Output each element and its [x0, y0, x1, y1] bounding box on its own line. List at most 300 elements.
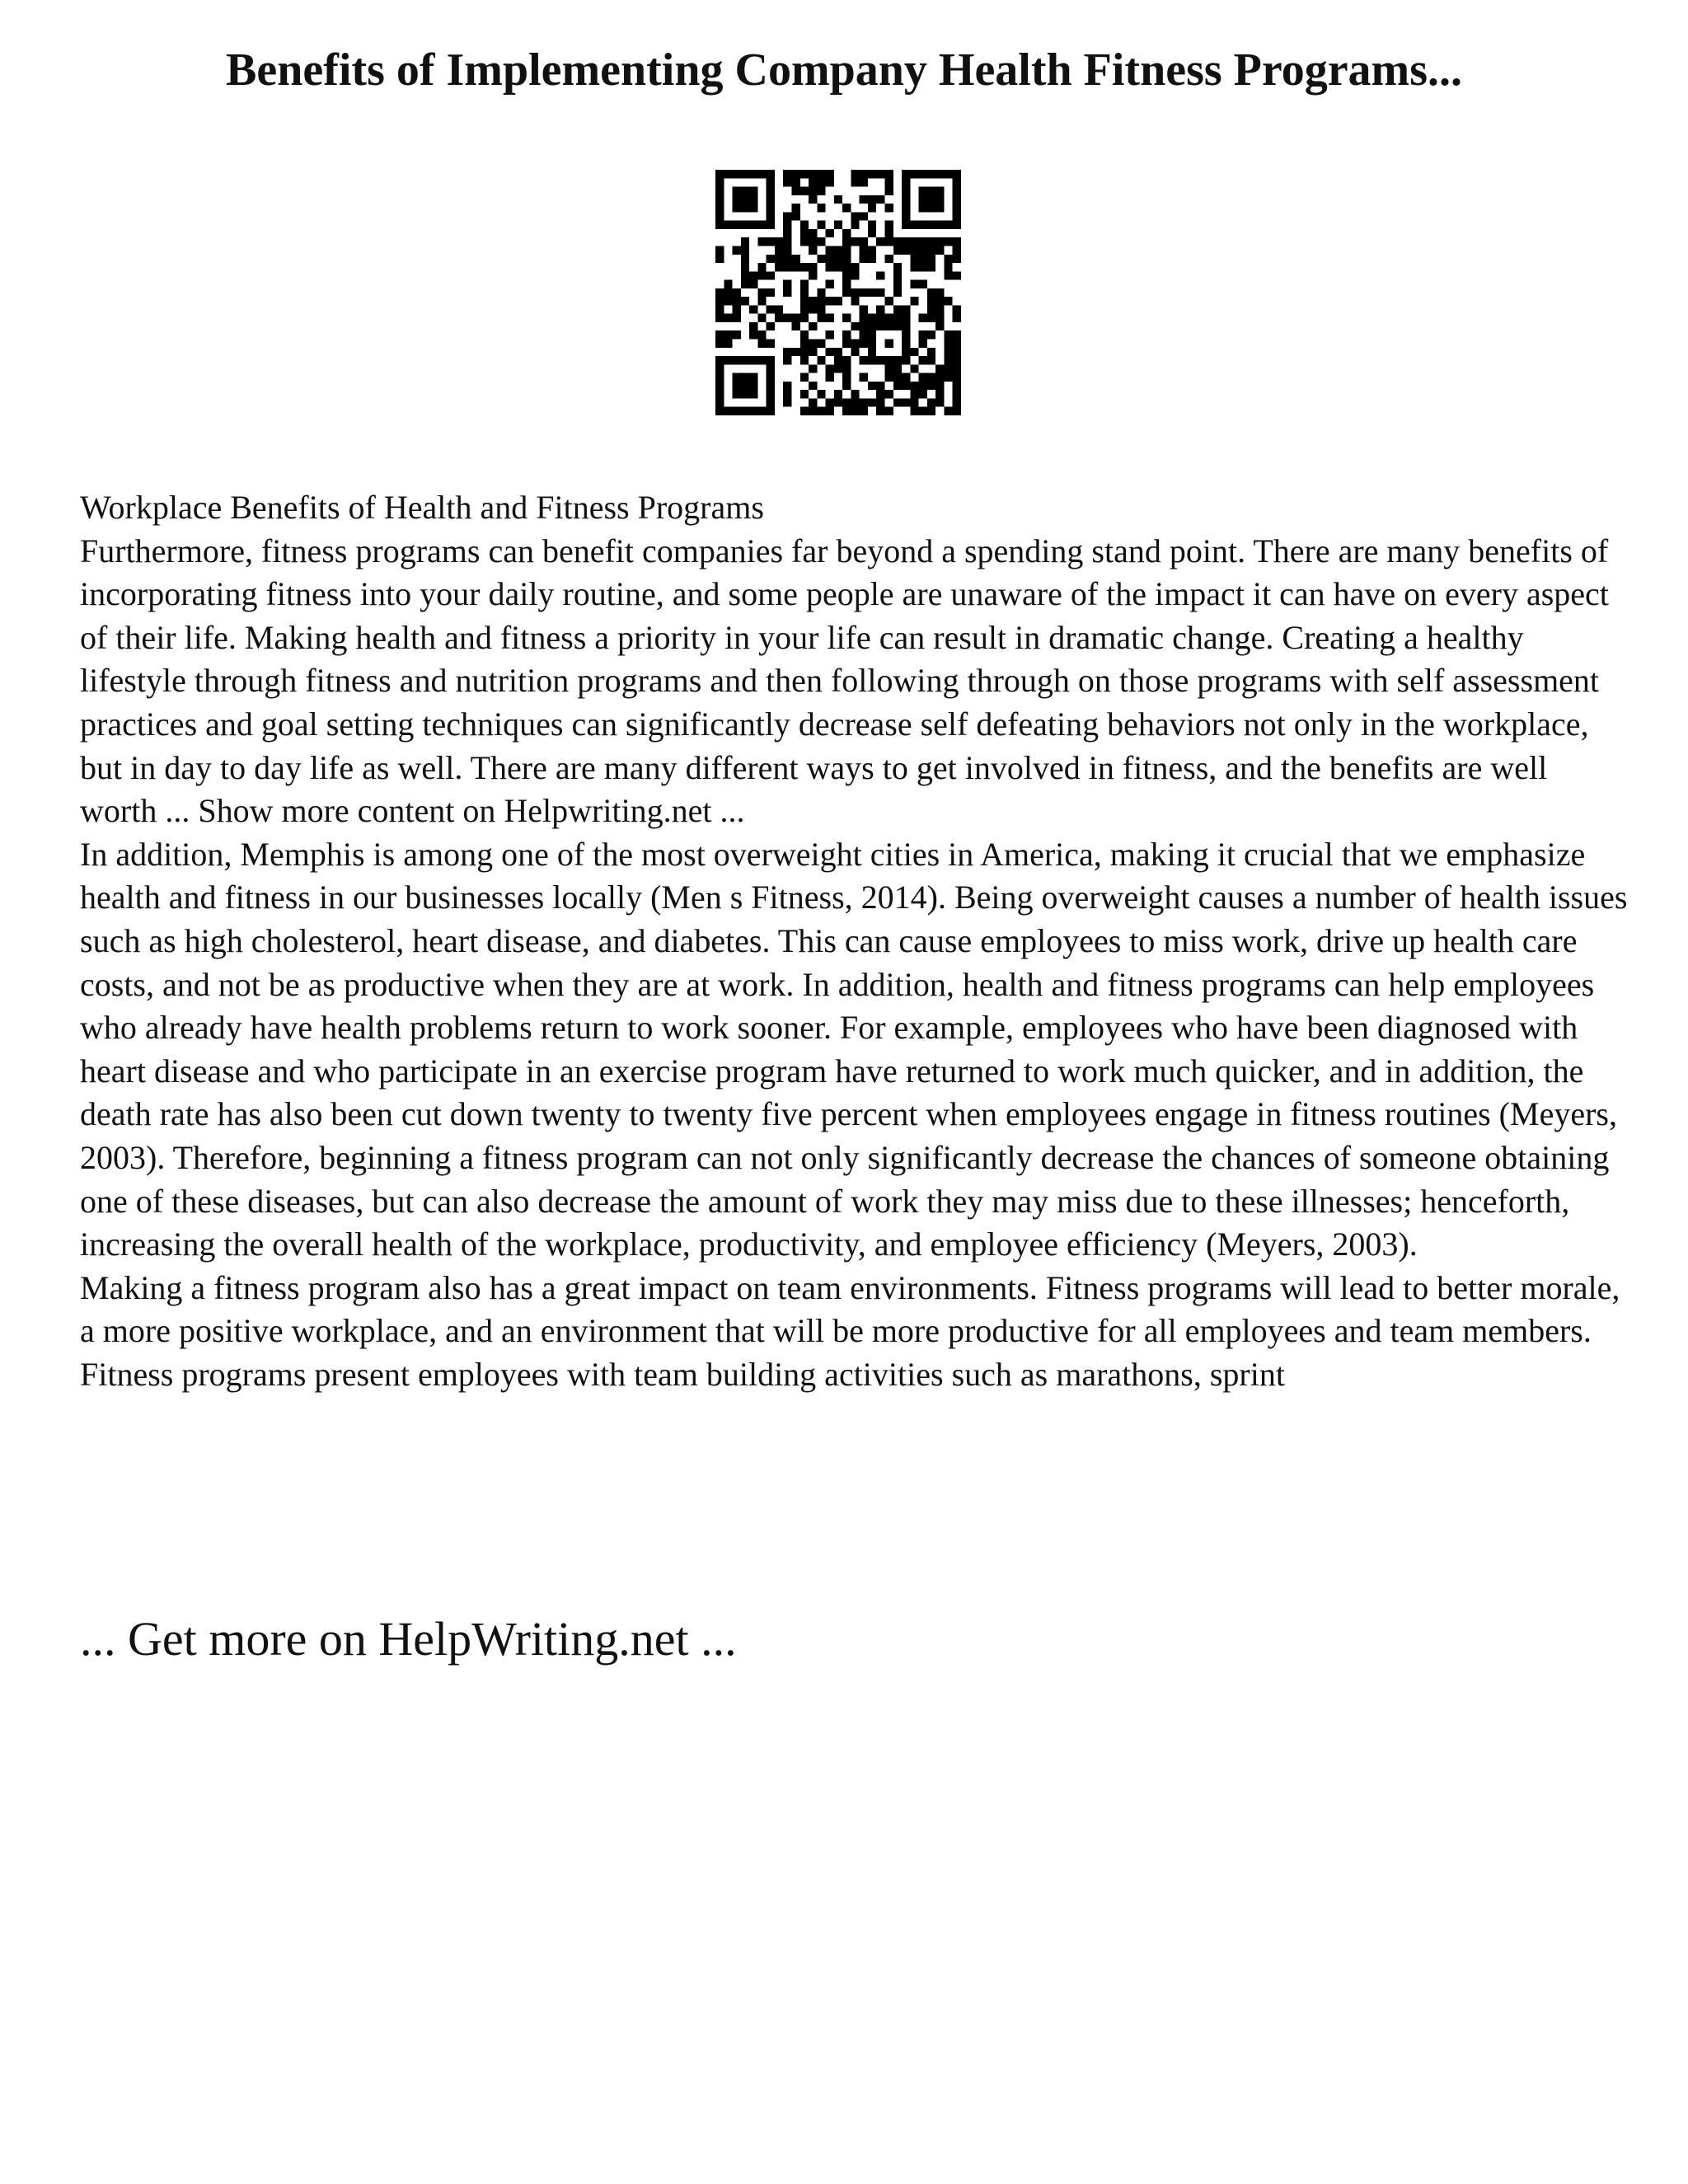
qr-module — [724, 288, 732, 297]
qr-module — [868, 221, 876, 229]
qr-module — [826, 314, 834, 322]
qr-module — [902, 398, 910, 406]
qr-module — [775, 305, 783, 313]
qr-module — [860, 373, 868, 382]
qr-module — [876, 195, 884, 204]
qr-module — [919, 356, 927, 364]
qr-module — [791, 322, 799, 330]
qr-module — [953, 255, 961, 263]
qr-module — [919, 170, 927, 178]
qr-module — [783, 263, 791, 271]
qr-module — [817, 340, 825, 348]
qr-module — [791, 263, 799, 271]
qr-module — [791, 170, 799, 178]
qr-module — [910, 263, 918, 271]
document-title: Benefits of Implementing Company Health Fitness Programs... — [226, 45, 1462, 96]
qr-module — [953, 170, 961, 178]
qr-module — [834, 356, 842, 364]
qr-module — [817, 170, 825, 178]
qr-module — [733, 170, 741, 178]
qr-module — [851, 398, 859, 406]
qr-module — [893, 314, 902, 322]
qr-module — [800, 280, 809, 288]
qr-module — [851, 178, 859, 186]
qr-module — [927, 170, 935, 178]
qr-module — [809, 195, 817, 204]
qr-module — [927, 288, 935, 297]
qr-module — [741, 255, 749, 263]
qr-module — [783, 348, 791, 356]
qr-module — [935, 187, 944, 195]
qr-module — [809, 187, 817, 195]
qr-module — [910, 246, 918, 254]
qr-module — [749, 305, 757, 313]
qr-module — [919, 330, 927, 339]
qr-module — [809, 178, 817, 186]
qr-module — [800, 237, 809, 246]
qr-module — [834, 390, 842, 398]
qr-module — [935, 382, 944, 390]
qr-module — [733, 356, 741, 364]
qr-module — [817, 178, 825, 186]
document-body — [80, 486, 1629, 1396]
qr-module — [783, 237, 791, 246]
qr-module — [826, 255, 834, 263]
qr-module — [893, 271, 902, 279]
qr-module — [885, 364, 893, 373]
qr-module — [902, 195, 910, 204]
qr-module — [860, 305, 868, 313]
qr-module — [741, 297, 749, 305]
qr-module — [868, 340, 876, 348]
qr-module — [733, 407, 741, 415]
qr-module — [800, 348, 809, 356]
qr-module — [868, 322, 876, 330]
qr-module — [791, 178, 799, 186]
qr-module — [876, 170, 884, 178]
qr-module — [800, 314, 809, 322]
qr-module — [834, 398, 842, 406]
qr-module — [935, 237, 944, 246]
qr-module — [800, 263, 809, 271]
qr-module — [741, 390, 749, 398]
qr-module — [935, 246, 944, 254]
qr-module — [910, 390, 918, 398]
qr-module — [919, 221, 927, 229]
qr-module — [733, 195, 741, 204]
qr-module — [876, 390, 884, 398]
qr-module — [935, 314, 944, 322]
qr-module — [817, 314, 825, 322]
qr-module — [724, 340, 732, 348]
qr-module — [826, 297, 834, 305]
qr-module — [842, 255, 851, 263]
qr-module — [809, 340, 817, 348]
qr-module — [817, 407, 825, 415]
qr-module — [791, 204, 799, 212]
qr-module — [944, 364, 952, 373]
qr-module — [842, 204, 851, 212]
qr-module — [842, 364, 851, 373]
qr-module — [757, 263, 766, 271]
qr-module — [876, 407, 884, 415]
qr-module — [724, 330, 732, 339]
qr-module — [910, 382, 918, 390]
qr-module — [817, 305, 825, 313]
qr-module — [791, 212, 799, 220]
qr-module — [919, 340, 927, 348]
qr-module — [910, 297, 918, 305]
qr-module — [885, 255, 893, 263]
qr-module — [715, 305, 724, 313]
qr-module — [834, 263, 842, 271]
qr-module — [919, 204, 927, 212]
qr-module — [860, 340, 868, 348]
qr-module — [953, 398, 961, 406]
qr-module — [876, 237, 884, 246]
qr-module — [885, 229, 893, 237]
qr-module — [885, 237, 893, 246]
qr-module — [868, 330, 876, 339]
qr-module — [868, 382, 876, 390]
qr-module — [851, 348, 859, 356]
qr-module — [927, 263, 935, 271]
qr-module — [885, 297, 893, 305]
qr-module — [817, 390, 825, 398]
qr-module — [876, 271, 884, 279]
qr-module — [885, 204, 893, 212]
qr-module — [767, 170, 775, 178]
qr-module — [910, 398, 918, 406]
qr-module — [826, 280, 834, 288]
qr-module — [842, 330, 851, 339]
qr-module — [834, 195, 842, 204]
qr-module — [817, 288, 825, 297]
qr-module — [749, 221, 757, 229]
qr-module — [860, 170, 868, 178]
qr-module — [944, 340, 952, 348]
qr-module — [944, 373, 952, 382]
qr-module — [715, 246, 724, 254]
qr-module — [826, 263, 834, 271]
qr-module — [935, 398, 944, 406]
qr-module — [715, 297, 724, 305]
qr-module — [826, 246, 834, 254]
qr-module — [767, 373, 775, 382]
qr-module — [767, 364, 775, 373]
qr-module — [927, 237, 935, 246]
qr-module — [741, 237, 749, 246]
qr-module — [775, 263, 783, 271]
qr-module — [876, 356, 884, 364]
qr-module — [715, 288, 724, 297]
qr-module — [953, 348, 961, 356]
qr-module — [860, 407, 868, 415]
qr-module — [927, 348, 935, 356]
qr-module — [809, 364, 817, 373]
qr-module — [851, 237, 859, 246]
qr-module — [902, 221, 910, 229]
qr-module — [783, 314, 791, 322]
qr-code-icon — [715, 170, 961, 415]
qr-module — [927, 314, 935, 322]
qr-module — [809, 246, 817, 254]
qr-module — [809, 170, 817, 178]
qr-module — [842, 373, 851, 382]
qr-module — [767, 195, 775, 204]
qr-module — [783, 288, 791, 297]
qr-module — [953, 195, 961, 204]
qr-module — [842, 237, 851, 246]
qr-module — [910, 255, 918, 263]
qr-module — [944, 170, 952, 178]
qr-module — [893, 246, 902, 254]
qr-module — [733, 314, 741, 322]
qr-module — [919, 263, 927, 271]
qr-module — [809, 229, 817, 237]
qr-module — [893, 322, 902, 330]
qr-module — [757, 330, 766, 339]
qr-module — [953, 390, 961, 398]
qr-module — [902, 204, 910, 212]
qr-module — [953, 340, 961, 348]
qr-module — [860, 212, 868, 220]
qr-module — [860, 330, 868, 339]
qr-module — [834, 255, 842, 263]
qr-module — [757, 314, 766, 322]
qr-module — [733, 305, 741, 313]
qr-module — [885, 356, 893, 364]
qr-module — [715, 204, 724, 212]
qr-module — [767, 288, 775, 297]
qr-module — [783, 382, 791, 390]
qr-module — [733, 221, 741, 229]
qr-module — [715, 195, 724, 204]
qr-module — [800, 390, 809, 398]
qr-module — [902, 373, 910, 382]
qr-module — [809, 398, 817, 406]
qr-module — [893, 398, 902, 406]
qr-module — [817, 237, 825, 246]
qr-module — [809, 297, 817, 305]
qr-module — [893, 288, 902, 297]
qr-module — [800, 288, 809, 297]
qr-module — [927, 195, 935, 204]
qr-module — [902, 246, 910, 254]
qr-module — [860, 195, 868, 204]
qr-module — [851, 221, 859, 229]
qr-module — [775, 246, 783, 254]
qr-module — [834, 297, 842, 305]
qr-module — [893, 356, 902, 364]
qr-module — [826, 407, 834, 415]
qr-module — [953, 373, 961, 382]
qr-module — [902, 330, 910, 339]
qr-module — [733, 373, 741, 382]
qr-module — [902, 212, 910, 220]
qr-module — [860, 237, 868, 246]
qr-module — [953, 221, 961, 229]
qr-module — [851, 263, 859, 271]
qr-module — [868, 246, 876, 254]
qr-module — [902, 322, 910, 330]
qr-module — [927, 297, 935, 305]
qr-module — [767, 271, 775, 279]
qr-module — [783, 246, 791, 254]
qr-module — [919, 373, 927, 382]
qr-module — [944, 407, 952, 415]
qr-module — [791, 255, 799, 263]
qr-module — [749, 195, 757, 204]
qr-module — [944, 330, 952, 339]
qr-module — [902, 305, 910, 313]
qr-module — [927, 221, 935, 229]
qr-module — [851, 340, 859, 348]
qr-module — [741, 263, 749, 271]
qr-module — [741, 187, 749, 195]
qr-module — [733, 390, 741, 398]
qr-module — [944, 221, 952, 229]
qr-module — [953, 178, 961, 186]
qr-module — [800, 356, 809, 364]
qr-module — [902, 187, 910, 195]
qr-module — [817, 204, 825, 212]
qr-module — [919, 280, 927, 288]
qr-module — [910, 170, 918, 178]
qr-module — [749, 322, 757, 330]
qr-module — [953, 271, 961, 279]
qr-module — [876, 305, 884, 313]
qr-module — [733, 297, 741, 305]
qr-module — [724, 280, 732, 288]
qr-module — [757, 297, 766, 305]
qr-module — [749, 373, 757, 382]
qr-module — [935, 204, 944, 212]
qr-module — [834, 246, 842, 254]
qr-module — [800, 340, 809, 348]
qr-module — [885, 322, 893, 330]
qr-module — [953, 237, 961, 246]
qr-module — [715, 390, 724, 398]
qr-module — [893, 280, 902, 288]
qr-module — [953, 305, 961, 313]
qr-module — [927, 373, 935, 382]
qr-module — [800, 305, 809, 313]
qr-module — [791, 314, 799, 322]
qr-module — [724, 314, 732, 322]
qr-module — [927, 356, 935, 364]
paragraph-1: Furthermore, fitness programs can benefit companies far beyond a spending stand point. There are many benefits of incorporating fitness into your daily routine, and some people are unaware of the impact it can have on every aspect of their life. Making health and fitness a priority in your life can result in dramatic change. Creating a healthy lifestyle through fitness and nutrition programs and then following through on those programs with self assessment practices and goal setting techniques can significantly decrease self defeating behaviors not only in the workplace, but in day to day life as well. There are many different ways to get involved in fitness, and the benefits are well worth ... Show more content on Helpwriting.net ... — [80, 532, 1609, 830]
qr-module — [944, 271, 952, 279]
qr-module — [809, 237, 817, 246]
qr-module — [851, 390, 859, 398]
qr-module — [715, 373, 724, 382]
qr-module — [868, 398, 876, 406]
qr-module — [893, 364, 902, 373]
qr-module — [842, 314, 851, 322]
qr-module — [715, 382, 724, 390]
qr-module — [715, 314, 724, 322]
qr-module — [885, 187, 893, 195]
qr-module — [783, 229, 791, 237]
qr-module — [749, 170, 757, 178]
qr-module — [893, 305, 902, 313]
qr-module — [902, 348, 910, 356]
qr-module — [868, 170, 876, 178]
qr-module — [935, 373, 944, 382]
qr-module — [741, 356, 749, 364]
qr-module — [767, 390, 775, 398]
qr-module — [944, 297, 952, 305]
qr-module — [817, 297, 825, 305]
qr-module — [860, 288, 868, 297]
qr-module — [935, 297, 944, 305]
qr-module — [860, 356, 868, 364]
qr-module — [842, 398, 851, 406]
qr-module — [783, 356, 791, 364]
qr-module — [749, 187, 757, 195]
qr-module — [749, 271, 757, 279]
qr-module — [910, 407, 918, 415]
qr-module — [876, 288, 884, 297]
qr-module — [767, 340, 775, 348]
qr-module — [783, 178, 791, 186]
get-more-link[interactable]: ... Get more on HelpWriting.net ... — [80, 1612, 737, 1666]
qr-module — [757, 407, 766, 415]
qr-module — [868, 348, 876, 356]
qr-module — [826, 229, 834, 237]
qr-module — [783, 170, 791, 178]
qr-module — [885, 340, 893, 348]
qr-module — [902, 356, 910, 364]
qr-module — [953, 246, 961, 254]
qr-module — [826, 170, 834, 178]
qr-module — [741, 407, 749, 415]
qr-module — [851, 212, 859, 220]
qr-module — [715, 221, 724, 229]
qr-module — [927, 398, 935, 406]
qr-module — [851, 288, 859, 297]
qr-module — [800, 407, 809, 415]
qr-module — [868, 288, 876, 297]
qr-module — [767, 305, 775, 313]
qr-module — [757, 170, 766, 178]
qr-module — [851, 297, 859, 305]
qr-module — [935, 221, 944, 229]
qr-module — [953, 212, 961, 220]
qr-module — [919, 195, 927, 204]
qr-module — [757, 356, 766, 364]
qr-module — [944, 356, 952, 364]
qr-module — [944, 348, 952, 356]
qr-module — [733, 288, 741, 297]
qr-module — [842, 263, 851, 271]
qr-module — [783, 390, 791, 398]
qr-module — [741, 246, 749, 254]
qr-module — [767, 178, 775, 186]
qr-module — [757, 340, 766, 348]
qr-module — [715, 212, 724, 220]
qr-module — [919, 237, 927, 246]
qr-module — [715, 255, 724, 263]
qr-module — [834, 221, 842, 229]
qr-module — [885, 221, 893, 229]
qr-module — [885, 373, 893, 382]
qr-module — [826, 330, 834, 339]
qr-module — [800, 297, 809, 305]
qr-module — [910, 364, 918, 373]
qr-module — [715, 356, 724, 364]
